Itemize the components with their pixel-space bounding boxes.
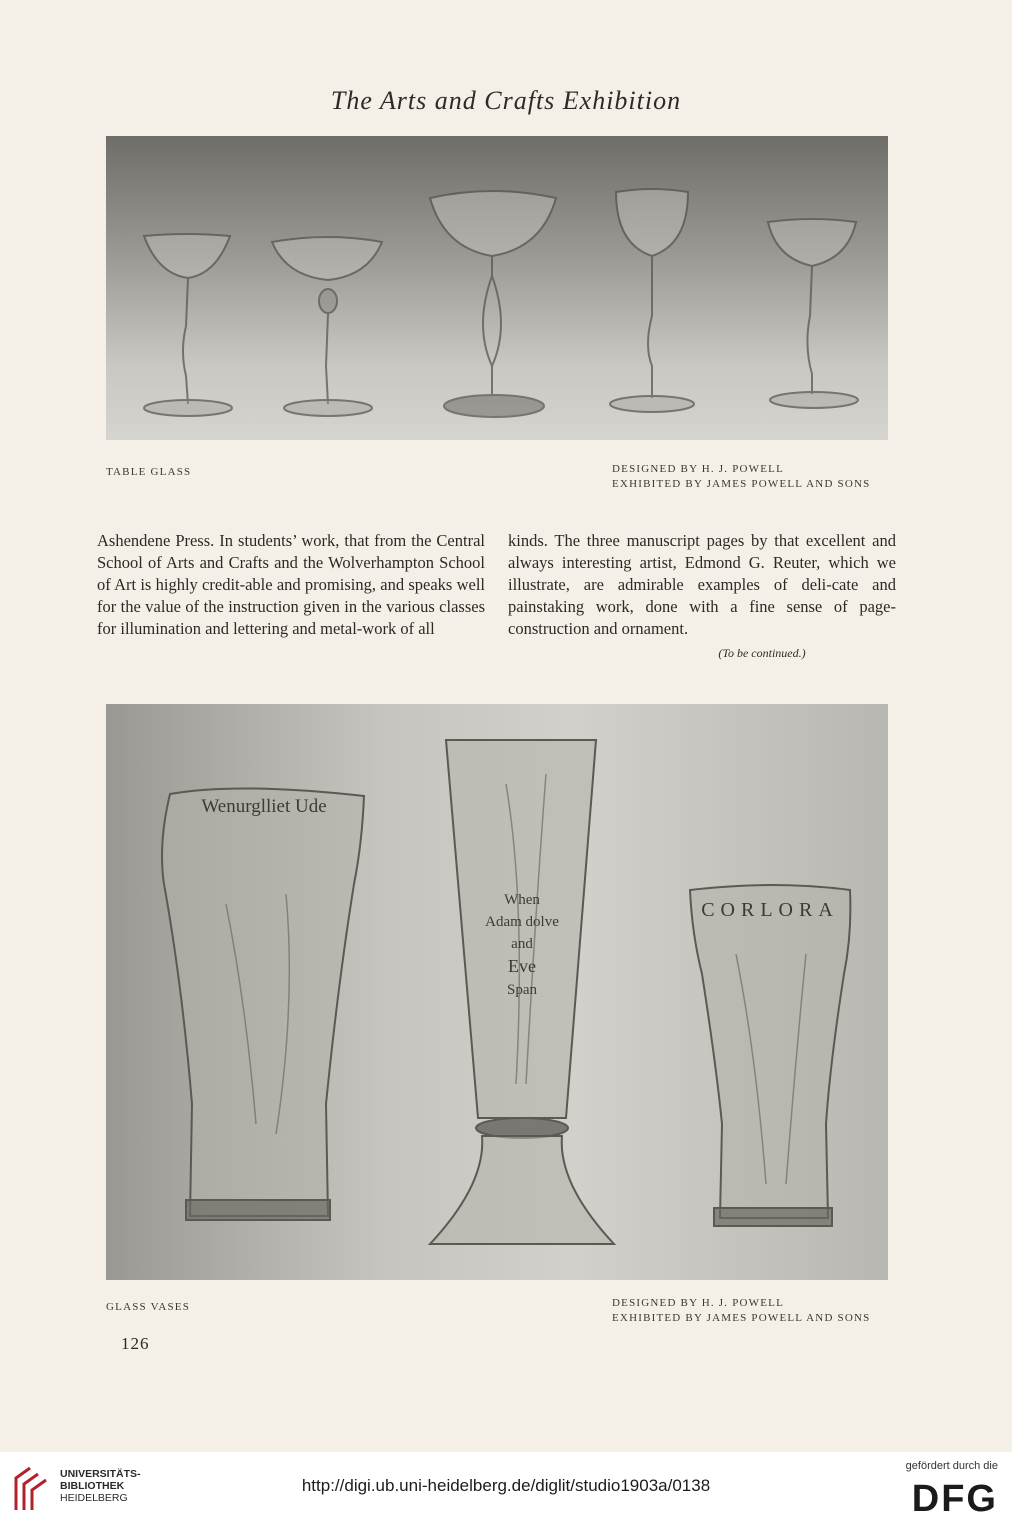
caption-glass-vases: GLASS VASES (106, 1301, 191, 1313)
exhibitor-credit: EXHIBITED BY JAMES POWELL AND SONS (612, 478, 871, 490)
to-be-continued: (To be continued.) (718, 646, 806, 660)
designer-credit: DESIGNED BY H. J. POWELL (612, 463, 784, 475)
vase-center-inscription-line: Eve (508, 956, 536, 976)
library-name-line: BIBLIOTHEK (60, 1480, 125, 1492)
glass-vases-illustration (106, 704, 888, 1280)
vase-center-inscription-line: and (511, 936, 533, 952)
photo-table-glass (106, 136, 888, 440)
dfg-logo: DFG (911, 1478, 998, 1520)
library-name-line: HEIDELBERG (60, 1492, 128, 1504)
vase-center-inscription-line: Span (507, 982, 537, 998)
text-column-right (508, 530, 896, 664)
text-column-left: Ashendene Press. In students’ work, that from the Central School of Arts and Crafts and the Wolverhampton School of Art is highly credit-able and promising, and speaks well for the value of the instruction given in the various classes for illumination and lettering and metal-work of all (97, 531, 485, 638)
vase-center-inscription-line: Adam dolve (485, 914, 559, 930)
digital-library-footer (0, 1452, 1012, 1525)
running-head: The Arts and Crafts Exhibition (330, 86, 682, 115)
designer-credit: DESIGNED BY H. J. POWELL (612, 1297, 784, 1309)
vase-right-inscription: CORLORA (701, 899, 839, 921)
sponsor-label: gefördert durch die (905, 1460, 998, 1472)
page-number: 126 (121, 1334, 150, 1353)
caption-table-glass: TABLE GLASS (106, 466, 192, 478)
exhibitor-credit: EXHIBITED BY JAMES POWELL AND SONS (612, 1312, 871, 1324)
permalink-url[interactable]: http://digi.ub.uni-heidelberg.de/diglit/studio1903a/0138 (301, 1476, 711, 1495)
caption-glass-vases-credits (612, 1296, 870, 1326)
library-name-line: UNIVERSITÄTS- (60, 1468, 141, 1480)
vase-center-inscription-line: When (504, 892, 540, 908)
vase-left-inscription: Wenurglliet Ude (201, 796, 327, 817)
text-column-right-body: kinds. The three manuscript pages by that excellent and always interesting artist, Edmond G. Reuter, which we illustrate, are admirable examples of deli-cate and painstaking work, done with a fine sense of page-construction and ornament. (508, 531, 896, 638)
photo-glass-vases (106, 704, 888, 1280)
caption-table-glass-credits (612, 462, 870, 492)
table-glass-illustration (106, 136, 888, 440)
